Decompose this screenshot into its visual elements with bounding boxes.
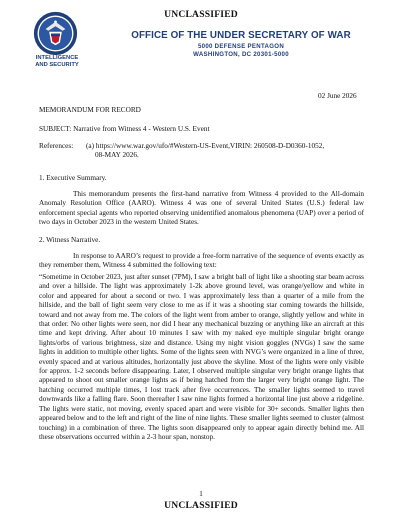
section-1-heading: 1. Executive Summary. [39, 174, 107, 182]
department-seal-icon [33, 11, 78, 56]
office-address-2: WASHINGTON, DC 20301-5000 [193, 51, 289, 58]
office-address-1: 5000 DEFENSE PENTAGON [197, 43, 285, 50]
reference-line-2: 08-MAY 2026. [95, 151, 139, 160]
seal-caption [27, 55, 87, 68]
page-number: 1 [199, 489, 203, 498]
reference-line-1: (a) https://www.war.gov/ufo/#Western-US-Event,VIRIN: 260508-D-D0360-1052, [86, 142, 325, 150]
references-label: References: [39, 142, 74, 150]
section-2-heading: 2. Witness Narrative. [39, 236, 101, 244]
memo-references [39, 142, 364, 161]
memo-header: MEMORANDUM FOR RECORD [39, 106, 141, 114]
memo-date: 02 June 2026 [318, 92, 357, 100]
seal-caption-line2: AND SECURITY [35, 61, 79, 68]
witness-quote: “Sometime in October 2023, just after sunset (7PM), I saw a bright ball of light like a shooting star beam across and over a hillside. The light was approximately 1-2k above ground level, was orange/yellow and white in color and appeared for about a second or two. I was approximately less than a quarter of a mile from the hillside, and the ball of light seem very close to me as if it was a shooting star coming towards the hillside, toward and not away from me. The colors of the light went from amber to orange, slightly yellow and white in that order. No other lights were seen, nor did I hear any mechanical buzzing or anything like an aircraft at this time and kept driving. After about 10 minutes I saw with my naked eye multiple singular bright orange lights/orbs of various brightness, size and distance. Using my night vision goggles (NVGs) I saw the same lights in addition to multiple other lights. Some of the lights seen with NVG’s were organized in a line of three, evenly spaced and at various altitudes, horizontally just above the skyline. Most of the lights were only visible for approx. 1-2 seconds before disappearing. Later, I observed multiple singular very bright orange lights that appeared to shoot out smaller orange lights as if being hatched from the larger very bright orange light. The hatching occurred multiple times, I lost track after five occurrences. The smaller lights seemed to travel downwards like a falling flare. Soon thereafter I saw nine lights formed a horizontal line just above a ridgeline. The lights were static, not moving, evenly spaced apart and were visible for 30+ seconds. Smaller lights then appeared below and to the left and right of the line of nine lights. These smaller lights seemed to cluster (almost touching) in a combination of three. The lights soon disappeared only to appear again directly behind me. All these observations occurred within a 2-3 hour span, nonstop. [39, 273, 364, 441]
section-2-intro: In response to AARO’s request to provide a free-form narrative of the sequence of events exactly as they remember them, Witness 4 submitted the following text: [39, 252, 364, 270]
section-1-body: This memorandum presents the first-hand narrative from Witness 4 provided to the All-domain Anomaly Resolution Office (AARO). Witness 4 was one of several United States (U.S.) federal law enforcement special agents who reported observing unidentified anomalous phenomena (UAP) over a period of two days in October 2023 in the western United States. [39, 190, 364, 227]
memo-subject: SUBJECT: Narrative from Witness 4 - Western U.S. Event [39, 125, 210, 133]
office-title: OFFICE OF THE UNDER SECRETARY OF WAR [131, 30, 351, 41]
seal-caption-line1: INTELLIGENCE [35, 55, 79, 61]
classification-top: UNCLASSIFIED [164, 9, 238, 20]
classification-bottom: UNCLASSIFIED [164, 500, 238, 511]
